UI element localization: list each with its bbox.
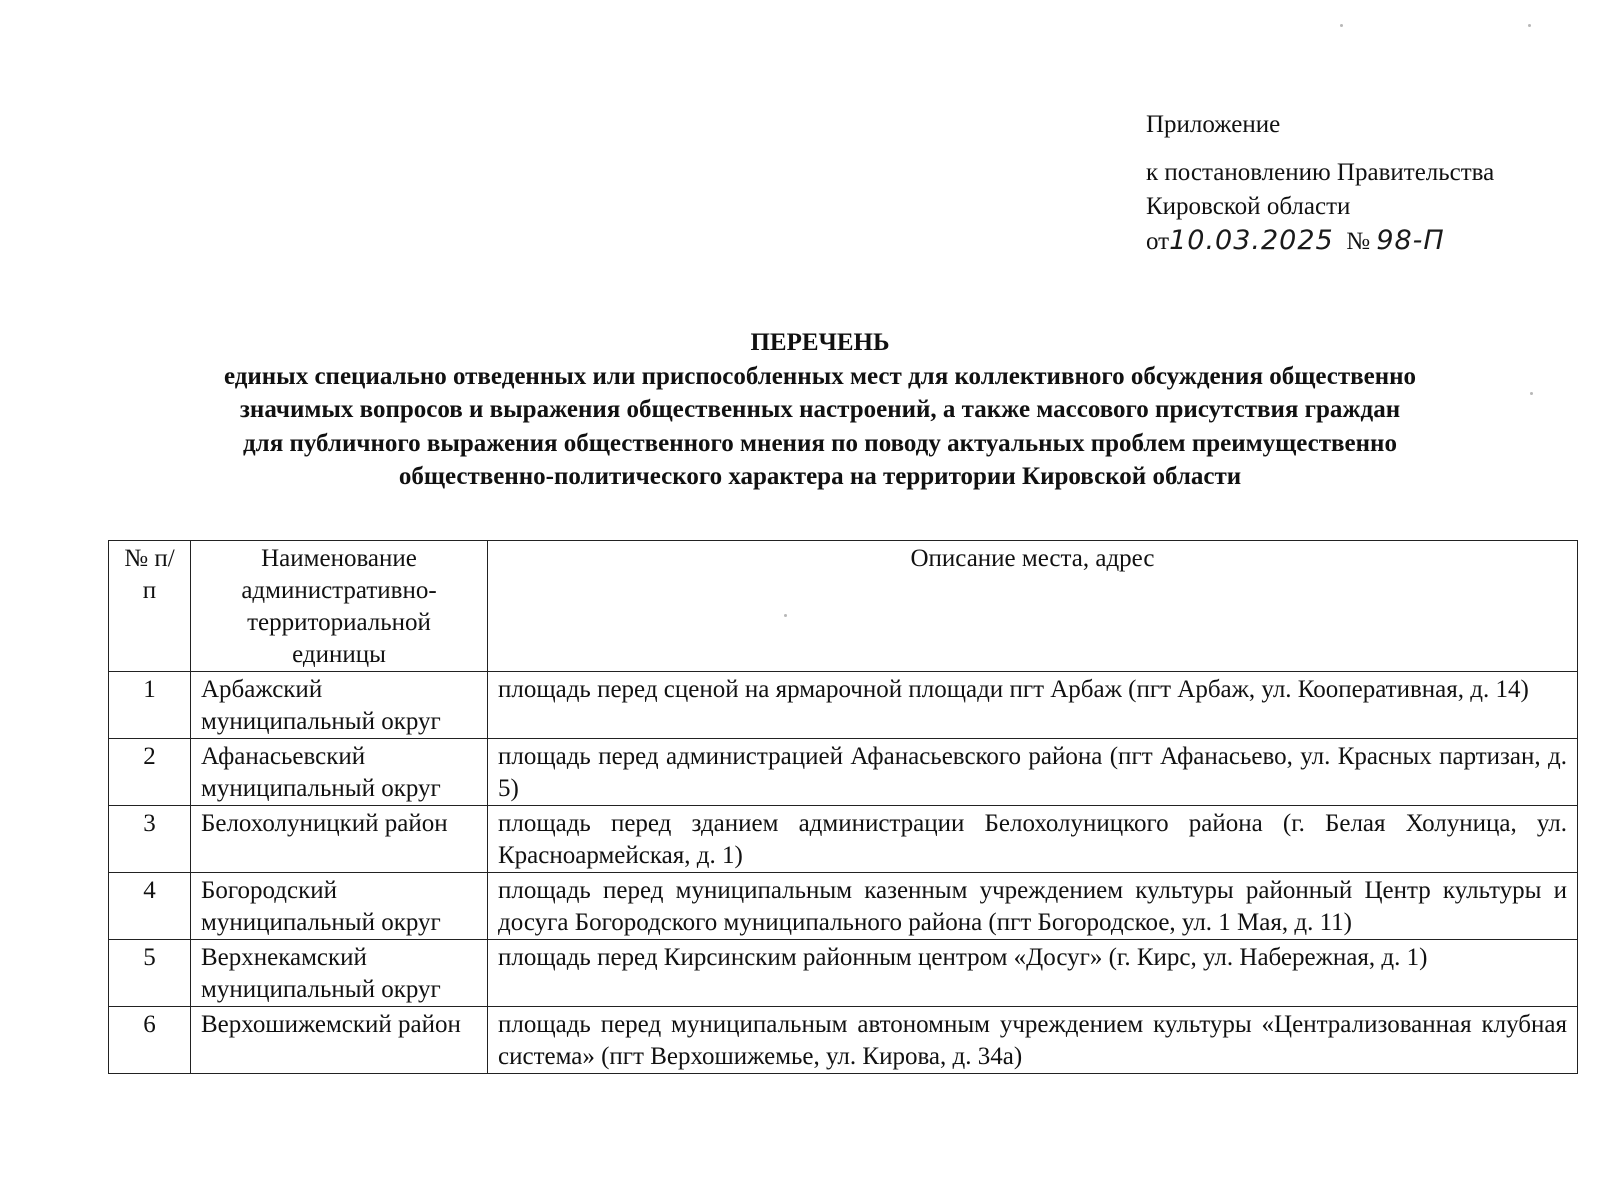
table-row xyxy=(109,672,1578,739)
title-line-1: единых специально отведенных или приспособленных мест для коллективного обсуждения общественно xyxy=(223,362,1417,390)
appendix-heading: Приложение xyxy=(1146,111,1281,138)
row-number: 1 xyxy=(109,672,191,739)
title-line-4: общественно-политического характера на территории Кировской области xyxy=(398,463,1242,490)
scan-speck xyxy=(1528,24,1531,27)
row-place-description: площадь перед сценой на ярмарочной площади пгт Арбаж (пгт Арбаж, ул. Кооперативная, д. 14) xyxy=(488,672,1578,739)
row-unit-name: Афанасьевский муниципальный округ xyxy=(191,739,488,806)
table-row xyxy=(109,806,1578,873)
date-prefix: от xyxy=(1146,228,1170,255)
row-number: 3 xyxy=(109,806,191,873)
row-place-description: площадь перед муниципальным автономным учреждением культуры «Централизованная клубная система» (пгт Верхошижемье, ул. Кирова, д. 34а) xyxy=(488,1007,1578,1074)
row-unit-name: Верхошижемский район xyxy=(191,1007,488,1074)
row-place-description: площадь перед администрацией Афанасьевского района (пгт Афанасьево, ул. Красных партизан, д. 5) xyxy=(488,739,1578,806)
row-number: 2 xyxy=(109,739,191,806)
table-row xyxy=(109,873,1578,940)
row-place-description: площадь перед Кирсинским районным центром «Досуг» (г. Кирс, ул. Набережная, д. 1) xyxy=(488,940,1578,1007)
row-place-description: площадь перед зданием администрации Белохолуницкого района (г. Белая Холуница, ул. Красноармейская, д. 1) xyxy=(488,806,1578,873)
appendix-resolution-line: к постановлению Правительства xyxy=(1146,159,1495,186)
row-unit-name: Богородский муниципальный округ xyxy=(191,873,488,940)
appendix-date-line xyxy=(1146,224,1606,259)
row-number: 4 xyxy=(109,873,191,940)
table-row xyxy=(109,1007,1578,1074)
handwritten-number: 98-П xyxy=(1376,225,1445,256)
scan-speck xyxy=(1530,392,1533,395)
scan-speck xyxy=(1340,24,1343,27)
header-unit-name: Наименование административно-территориальной единицы xyxy=(191,541,488,672)
header-number: № п/п xyxy=(109,541,191,672)
row-place-description: площадь перед муниципальным казенным учреждением культуры районный Центр культуры и досуга Богородского муниципального района (пгт Богородское, ул. 1 Мая, д. 11) xyxy=(488,873,1578,940)
appendix-region-line: Кировской области xyxy=(1146,193,1351,220)
row-unit-name: Белохолуницкий район xyxy=(191,806,488,873)
appendix-spacer xyxy=(1146,142,1606,156)
places-table xyxy=(108,540,1578,1074)
scan-speck xyxy=(784,614,787,617)
number-prefix: № xyxy=(1346,228,1371,255)
title-heading: ПЕРЕЧЕНЬ xyxy=(750,329,890,356)
appendix-block xyxy=(1146,108,1606,259)
row-number: 6 xyxy=(109,1007,191,1074)
document-title xyxy=(100,326,1540,494)
header-place-description: Описание места, адрес xyxy=(488,541,1578,672)
row-number: 5 xyxy=(109,940,191,1007)
handwritten-date: 10.03.2025 xyxy=(1169,225,1334,256)
title-line-2: значимых вопросов и выражения общественных настроений, а также массового присутствия граждан xyxy=(239,396,1401,423)
table-row xyxy=(109,739,1578,806)
table-row xyxy=(109,940,1578,1007)
table-header-row xyxy=(109,541,1578,672)
row-unit-name: Арбажский муниципальный округ xyxy=(191,672,488,739)
title-line-3: для публичного выражения общественного мнения по поводу актуальных проблем преимущественно xyxy=(243,429,1397,457)
row-unit-name: Верхнекамский муниципальный округ xyxy=(191,940,488,1007)
